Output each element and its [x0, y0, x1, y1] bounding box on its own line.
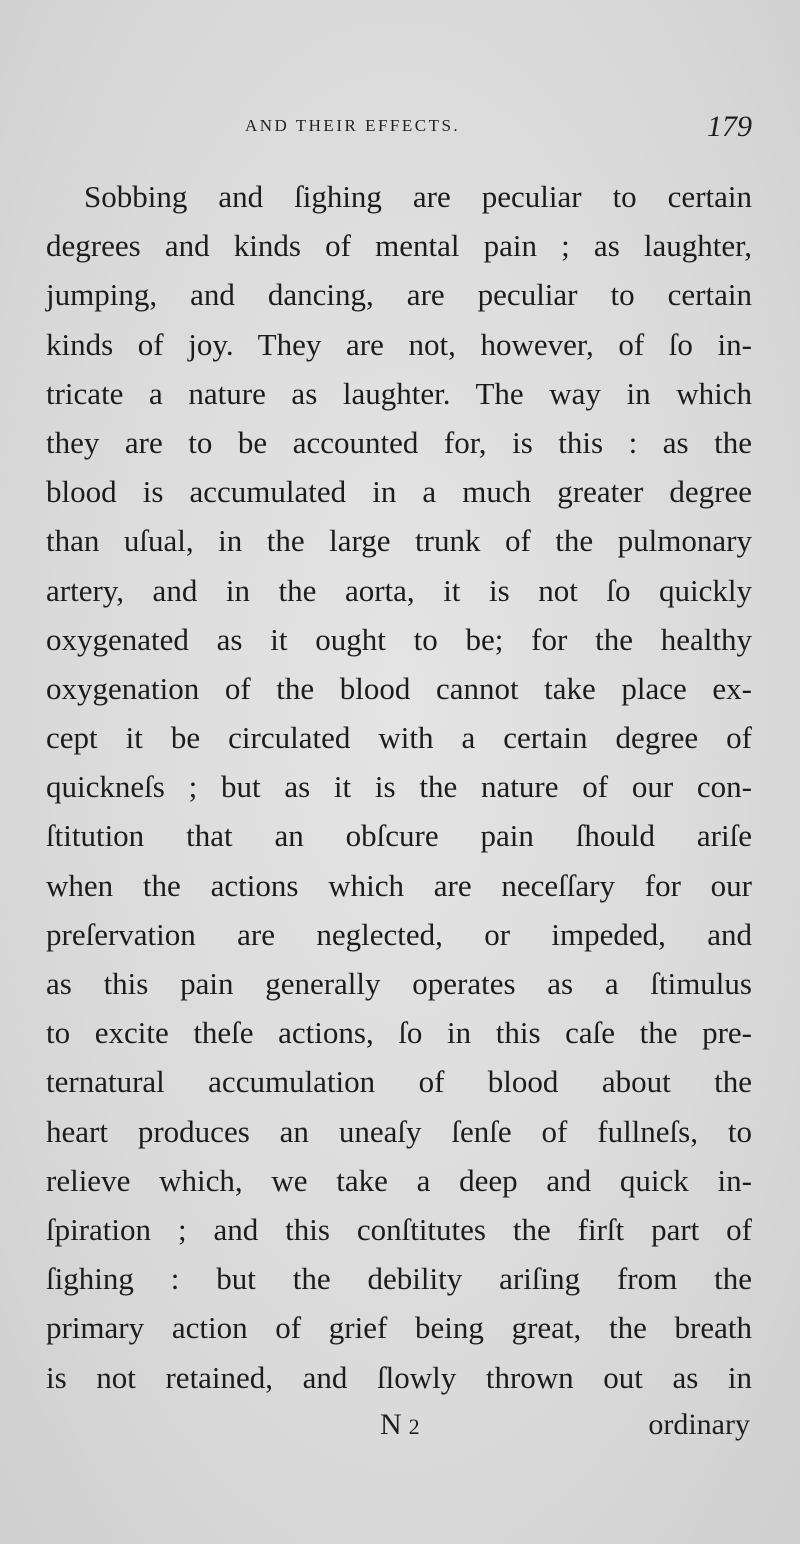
text-line: jumping, and dancing, are peculiar to certain — [46, 277, 752, 313]
text-line: oxygenated as it ought to be; for the healthy — [46, 621, 752, 657]
page-number: 179 — [707, 110, 752, 143]
text-line: is not retained, and ſlowly thrown out as in — [46, 1359, 752, 1395]
text-line: Sobbing and ſighing are peculiar to certain — [84, 179, 752, 214]
page-footer — [0, 1408, 800, 1452]
text-line: preſervation are neglected, or impeded, and — [46, 916, 752, 952]
text-line: cept it be circulated with a certain degree of — [46, 720, 752, 756]
text-line: heart produces an uneaſy ſenſe of fullneſs, to — [46, 1113, 752, 1149]
text-line: blood is accumulated in a much greater degree — [46, 474, 752, 510]
text-line: relieve which, we take a deep and quick in- — [46, 1162, 752, 1198]
text-line: as this pain generally operates as a ſtimulus — [46, 966, 752, 1001]
text-line: tricate a nature as laughter. The way in which — [46, 375, 752, 411]
text-line: oxygenation of the blood cannot take place ex- — [46, 670, 752, 706]
body-text — [46, 172, 752, 1402]
text-line: quickneſs ; but as it is the nature of our con- — [46, 769, 752, 805]
signature-number: 2 — [408, 1414, 421, 1439]
signature-letter: N — [380, 1408, 403, 1441]
text-line: ſtitution that an obſcure pain ſhould ariſe — [46, 818, 752, 854]
text-line: primary action of grief being great, the breath — [46, 1310, 752, 1346]
text-line: they are to be accounted for, is this : as the — [46, 424, 752, 460]
page-header — [0, 112, 800, 152]
catchword: ordinary — [648, 1408, 750, 1441]
text-line: degrees and kinds of mental pain ; as laughter, — [46, 228, 752, 264]
signature-mark — [380, 1408, 421, 1442]
text-line: ternatural accumulation of blood about the — [46, 1064, 752, 1100]
text-line: than uſual, in the large trunk of the pulmonary — [46, 523, 752, 559]
text-line: ſpiration ; and this conſtitutes the firſt part of — [46, 1211, 752, 1247]
text-line: kinds of joy. They are not, however, of ſo in- — [46, 326, 752, 362]
text-line: artery, and in the aorta, it is not ſo quickly — [46, 572, 752, 608]
running-head: AND THEIR EFFECTS. — [245, 116, 461, 135]
text-line: when the actions which are neceſſary for our — [46, 867, 752, 903]
text-line: ſighing : but the debility ariſing from the — [46, 1261, 752, 1297]
text-line: to excite theſe actions, ſo in this caſe the pre- — [46, 1015, 752, 1051]
